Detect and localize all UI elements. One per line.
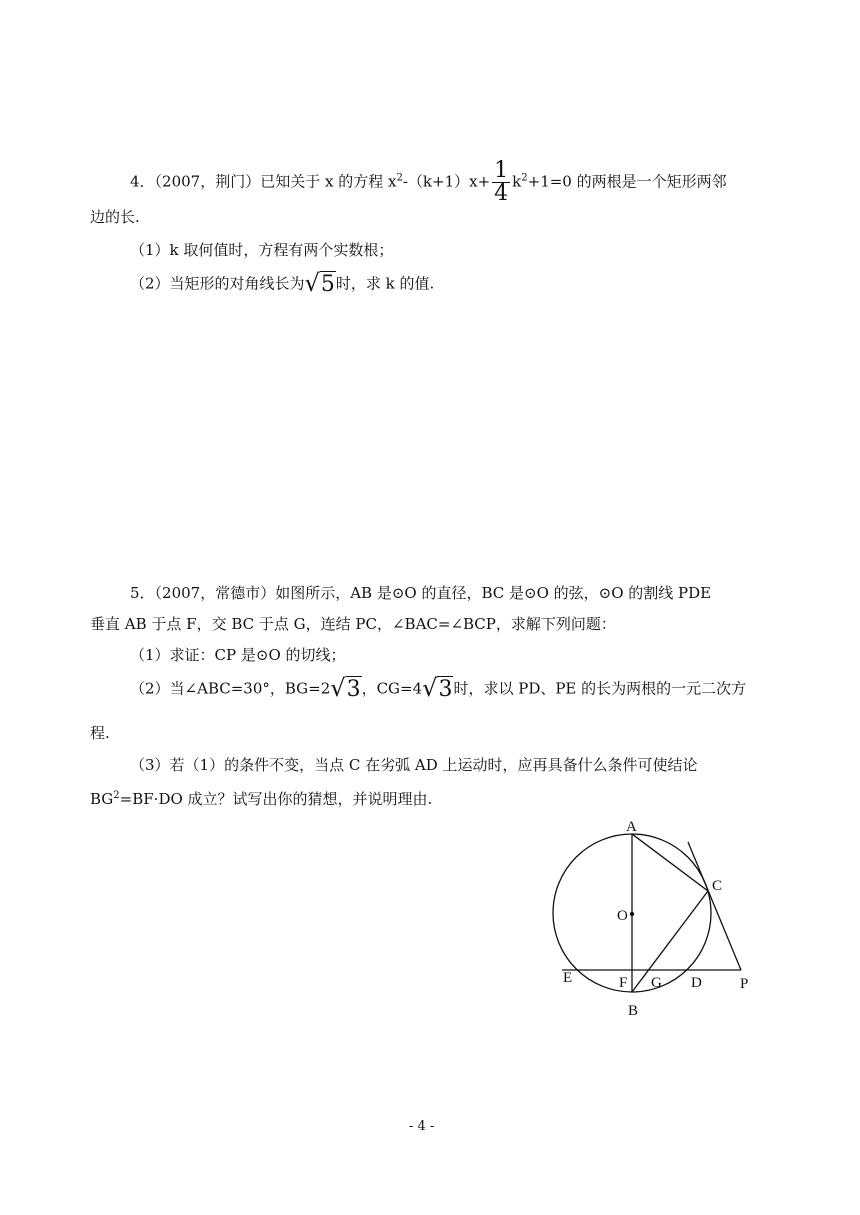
label-c: C bbox=[712, 878, 723, 894]
label-b: B bbox=[628, 1003, 639, 1019]
q4-stem-line2: 边的长. bbox=[90, 208, 140, 226]
q4-fraction bbox=[492, 160, 510, 205]
q5-sqrt-2: √3 bbox=[422, 674, 453, 702]
q4-stem-c: k bbox=[512, 172, 522, 191]
q4-part1: （1）k 取何值时，方程有两个实数根； bbox=[130, 241, 394, 259]
q5-part3-b: =BF·DO 成立？试写出你的猜想，并说明理由. bbox=[119, 790, 433, 808]
label-g: G bbox=[651, 975, 662, 991]
label-o: O bbox=[617, 908, 628, 924]
q5-part2 bbox=[130, 674, 747, 702]
q4-radicand: 5 bbox=[320, 272, 335, 297]
q4-part2 bbox=[130, 269, 435, 297]
q4-superscript: 2 bbox=[396, 172, 403, 184]
q5-radicand-2: 3 bbox=[438, 677, 453, 702]
center-o-dot bbox=[630, 912, 634, 916]
q4-fraction-denominator: 4 bbox=[494, 181, 509, 206]
q4-stem-a: 已知关于 x 的方程 x bbox=[260, 172, 397, 191]
q4-stem-line1 bbox=[130, 160, 727, 205]
label-f: F bbox=[619, 975, 628, 991]
q4-sqrt: √5 bbox=[304, 269, 335, 297]
q5-sqrt-1: √3 bbox=[330, 674, 361, 702]
q4-fraction-numerator: 1 bbox=[494, 158, 509, 183]
q5-part3-line2 bbox=[90, 786, 432, 809]
q5-part1: （1）求证：CP 是⊙O 的切线； bbox=[130, 646, 346, 664]
label-d: D bbox=[691, 975, 702, 991]
q5-part3-superscript: 2 bbox=[113, 790, 120, 801]
label-p: P bbox=[740, 976, 749, 992]
q5-part3-a: BG bbox=[90, 790, 114, 808]
q4-stem-d: +1=0 的两根是一个矩形两邻 bbox=[527, 172, 727, 191]
q5-line2: 垂直 AB 于点 F，交 BC 于点 G，连结 PC，∠BAC=∠BCP，求解下列问题： bbox=[90, 615, 616, 633]
q5-part3-line1: （3）若（1）的条件不变，当点 C 在劣弧 AD 上运动时，应再具备什么条件可使结论 bbox=[130, 756, 698, 774]
q4-source: （2007，荆门） bbox=[154, 172, 261, 191]
q5-part2-b: ，CG=4 bbox=[361, 679, 423, 698]
q4-part2-a: （2）当矩形的对角线长为 bbox=[130, 274, 305, 293]
label-e: E bbox=[563, 970, 573, 986]
q4-number: 4． bbox=[130, 172, 155, 191]
geometry-figure bbox=[540, 810, 780, 1030]
q5-part2-a: （2）当∠ABC=30°，BG=2 bbox=[130, 679, 331, 698]
q4-superscript-2: 2 bbox=[521, 172, 528, 184]
q5-part2-c: 时，求以 PD、PE 的长为两根的一元二次方 bbox=[453, 679, 747, 698]
label-a: A bbox=[626, 819, 637, 835]
q4-part2-b: 时，求 k 的值. bbox=[335, 274, 435, 293]
page-number: - 4 - bbox=[409, 1119, 435, 1134]
q5-part2-line2: 程. bbox=[90, 724, 110, 742]
q5-radicand-1: 3 bbox=[346, 677, 361, 702]
q5-line1: 5．（2007，常德市）如图所示，AB 是⊙O 的直径，BC 是⊙O 的弦，⊙O 的割线 PDE bbox=[130, 584, 712, 602]
q4-stem-b: -（k+1）x+ bbox=[402, 172, 491, 191]
